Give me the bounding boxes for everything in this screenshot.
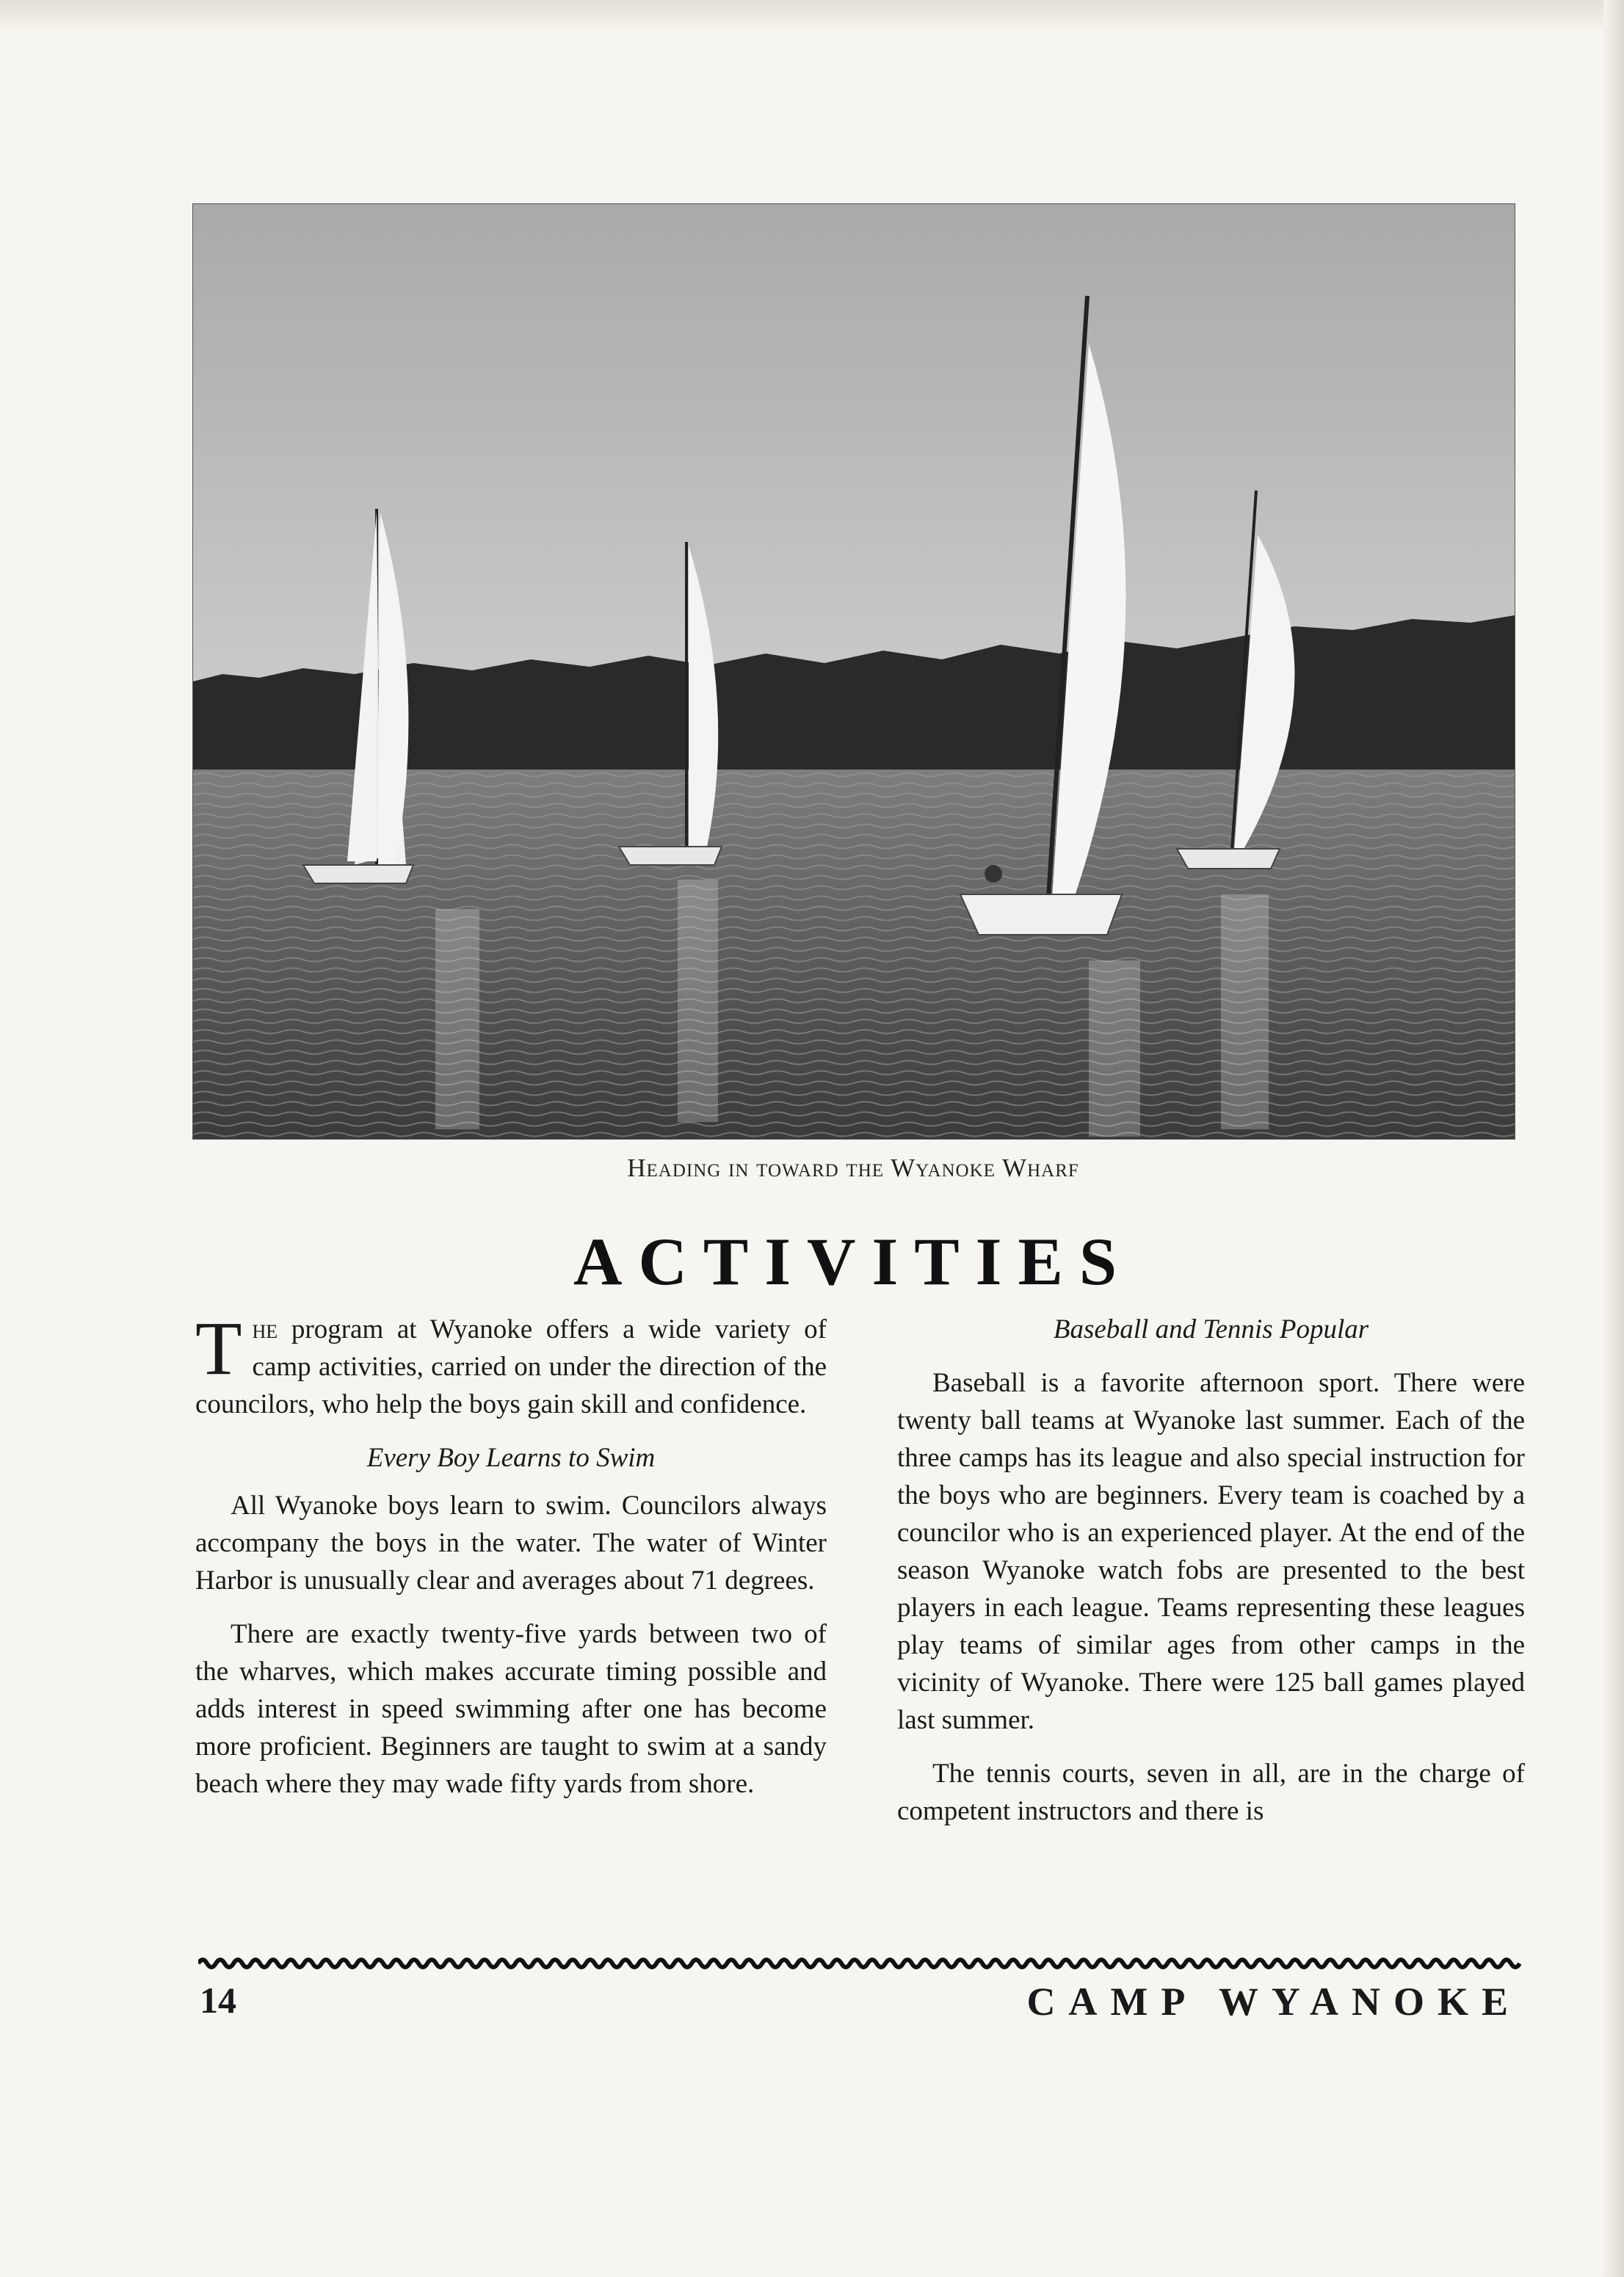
running-title: CAMP WYANOKE bbox=[1026, 1980, 1521, 2024]
paragraph: Baseball is a favorite afternoon sport. There were twenty ball teams at Wyanoke last summer. Each of the three camps has its league and also special instruction for the boys who are beginners. Every team is coached by a councilor who is an experienced player. At the end of the season Wyanoke watch fobs are presented to the best players in each league. Teams representing these leagues play teams of similar ages from other camps in the vicinity of Wyanoke. There were 125 ball games played last summer. bbox=[897, 1368, 1525, 1735]
wavy-divider bbox=[198, 1955, 1521, 1975]
subheading-baseball-tennis: Baseball and Tennis Popular bbox=[1053, 1314, 1369, 1344]
paragraph: All Wyanoke boys learn to swim. Councilors always accompany the boys in the water. The water of Winter Harbor is unusually clear and averages about 71 degrees. bbox=[195, 1491, 827, 1596]
subheading-swim: Every Boy Learns to Swim bbox=[366, 1443, 656, 1473]
right-column bbox=[897, 1311, 1525, 1830]
page-title: ACTIVITIES bbox=[573, 1224, 1133, 1299]
photo-caption: Heading in toward the Wyanoke Wharf bbox=[627, 1154, 1079, 1182]
page-number: 14 bbox=[200, 1980, 236, 2021]
drop-cap: T bbox=[195, 1306, 242, 1391]
intro-smallcaps: he bbox=[252, 1314, 278, 1344]
page-edge bbox=[1603, 0, 1624, 2277]
intro-text: program at Wyanoke offers a wide variety of camp activities, carried on under the direction of the councilors, who help the boys gain skill and confidence. bbox=[195, 1314, 827, 1419]
paragraph: There are exactly twenty-five yards between two of the wharves, which makes accurate timing possible and adds interest in speed swimming after one has become more proficient. Beginners are taught to swim at a sandy beach where they may wade fifty yards from shore. bbox=[195, 1619, 827, 1799]
sailboats-illustration bbox=[193, 204, 1515, 1139]
page-edge bbox=[0, 0, 1624, 29]
paragraph: The tennis courts, seven in all, are in the charge of competent instructors and there is bbox=[897, 1759, 1525, 1826]
intro-paragraph bbox=[195, 1306, 827, 1423]
left-column bbox=[195, 1306, 827, 1803]
sailboats-photo bbox=[192, 203, 1515, 1140]
